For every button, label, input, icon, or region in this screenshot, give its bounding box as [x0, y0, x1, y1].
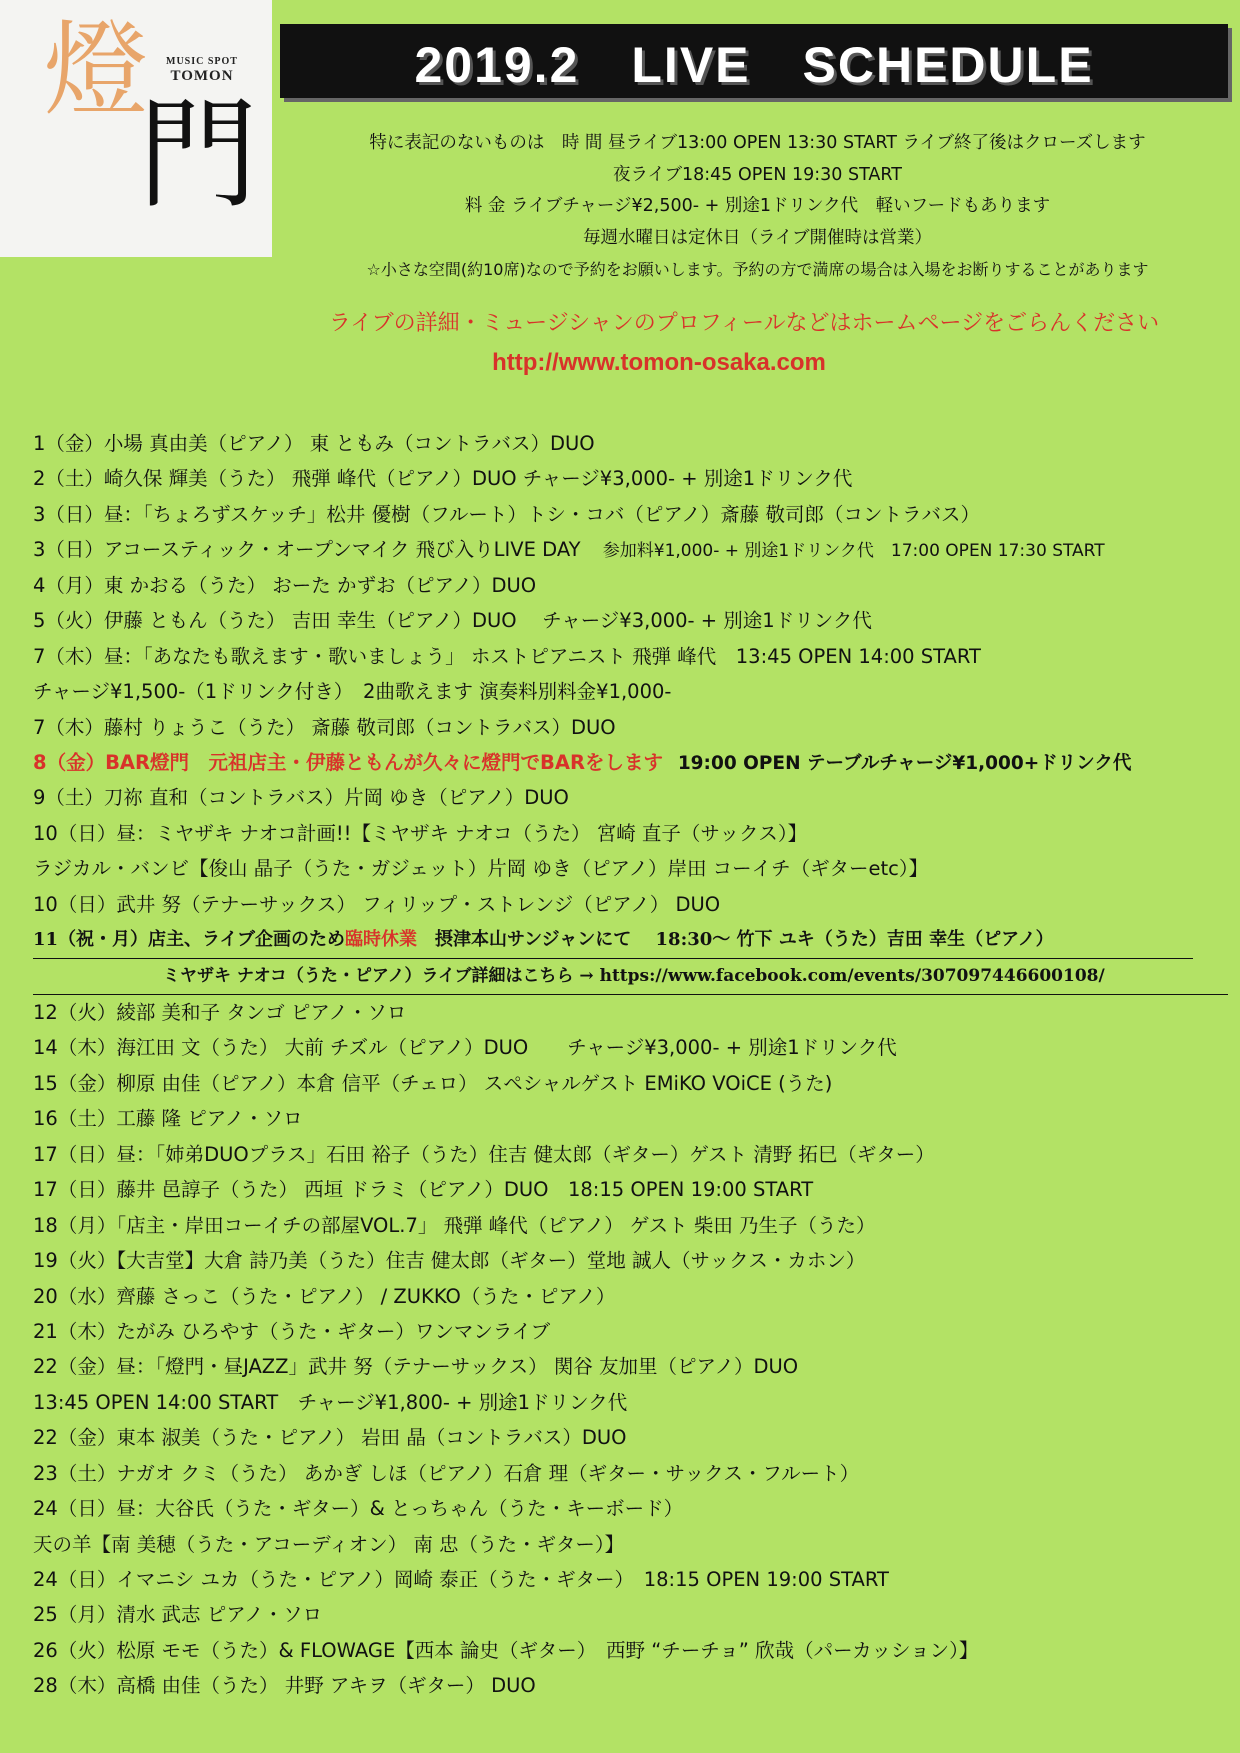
schedule-row-continued: ラジカル・バンビ【俊山 晶子（うた・ガジェット）片岡 ゆき（ピアノ）岸田 コーイチ（ギターetc）】	[33, 857, 929, 881]
homepage-notice: ライブの詳細・ミュージシャンのプロフィールなどはホームページをごらんください	[328, 311, 1160, 336]
schedule-row: 16（土）工藤 隆 ピアノ・ソロ	[33, 1107, 303, 1131]
closed-label: 臨時休業	[344, 929, 417, 951]
schedule-row-main: 11（祝・月）店主、ライブ企画のため	[33, 929, 345, 951]
schedule-row: 5（火）伊藤 ともん（うた） 吉田 幸生（ピアノ）DUO チャージ¥3,000- + 別途1ドリンク代	[33, 609, 872, 633]
schedule-row: 17（日）藤井 邑諄子（うた） 西垣 ドラミ（ピアノ）DUO 18:15 OPEN 19:00 START	[33, 1178, 814, 1202]
info-hours-day: 特に表記のないものは 時 間 昼ライブ13:00 OPEN 13:30 START ライブ終了後はクローズします	[369, 133, 1146, 153]
schedule-row: 15（金）柳原 由佳（ピアノ）本倉 信平（チェロ） スペシャルゲスト EMiKO VOiCE (うた)	[33, 1071, 833, 1095]
schedule-row: 10（日）昼：ミヤザキ ナオコ計画!!【ミヤザキ ナオコ（うた） 宮崎 直子（サックス）】	[33, 821, 808, 845]
schedule-row-detail: 19:00 OPEN テーブルチャージ¥1,000+ドリンク代	[677, 752, 1132, 774]
title-banner	[280, 24, 1228, 98]
page-title: 2019.2 LIVE SCHEDULE	[414, 37, 1094, 93]
schedule-row: 17（日）昼：「姉弟DUOプラス」石田 裕子（うた）住吉 健太郎（ギター）ゲスト 清野 拓巳（ギター）	[33, 1142, 935, 1166]
schedule-row: 19（火）【大吉堂】大倉 詩乃美（うた）住吉 健太郎（ギター）堂地 誠人（サックス・カホン）	[33, 1249, 866, 1273]
schedule-row-detail: 摂津本山サンジャンにて 18:30〜 竹下 ユキ（うた）吉田 幸生（ピアノ）	[416, 929, 1054, 951]
info-holiday: 毎週水曜日は定休日（ライブ開催時は営業）	[583, 227, 932, 248]
schedule-row-continued[interactable]: ミヤザキ ナオコ（うた・ピアノ）ライブ詳細はこちら → https://www.facebook.com/events/307097446600108/	[33, 959, 1228, 995]
schedule-row: 24（日）昼：大谷氏（うた・ギター）& とっちゃん（うた・キーボード）	[33, 1497, 684, 1521]
schedule-row: 22（金）東本 淑美（うた・ピアノ） 岩田 晶（コントラバス）DUO	[33, 1426, 627, 1450]
logo	[0, 0, 272, 257]
schedule-row-main: 3（日）アコースティック・オープンマイク 飛び入りLIVE DAY	[33, 538, 581, 562]
schedule-row: 26（火）松原 モモ（うた）& FLOWAGE【西本 論史（ギター） 西野 “チーチョ” 欣哉（パーカッション）】	[33, 1638, 979, 1662]
schedule-row: 24（日）イマニシ ユカ（うた・ピアノ）岡崎 泰正（うた・ギター） 18:15 OPEN 19:00 START	[33, 1568, 889, 1591]
schedule-list	[33, 426, 1228, 1704]
schedule-row: 7（木）昼：「あなたも歌えます・歌いましょう」 ホストピアニスト 飛弾 峰代 13:45 OPEN 14:00 START	[33, 644, 981, 668]
schedule-row-main: 8（金）BAR燈門 元祖店主・伊藤ともんが久々に燈門でBARをします	[33, 750, 664, 774]
schedule-row: 22（金）昼：「燈門・昼JAZZ」武井 努（テナーサックス） 関谷 友加里（ピアノ）DUO	[33, 1355, 799, 1379]
schedule-row: 10（日）武井 努（テナーサックス） フィリップ・ストレンジ（ピアノ） DUO	[33, 892, 721, 916]
schedule-row: 18（月）「店主・岸田コーイチの部屋VOL.7」 飛弾 峰代（ピアノ） ゲスト 柴田 乃生子（うた）	[33, 1213, 876, 1237]
schedule-row: 25（月）清水 武志 ピアノ・ソロ	[33, 1603, 323, 1627]
info-hours-night: 夜ライブ18:45 OPEN 19:30 START	[613, 164, 902, 185]
schedule-row: 28（木）高橋 由佳（うた） 井野 アキヲ（ギター） DUO	[33, 1674, 536, 1698]
schedule-row	[33, 532, 1228, 567]
schedule-row-detail: 参加料¥1,000- + 別途1ドリンク代 17:00 OPEN 17:30 START	[602, 541, 1105, 562]
info-block	[280, 128, 1235, 286]
schedule-row: 3（日）昼：「ちょろずスケッチ」松井 優樹（フルート）トシ・コバ（ピアノ）斎藤 敬司郎（コントラバス）	[33, 502, 980, 526]
schedule-row: 21（木）たがみ ひろやす（うた・ギター）ワンマンライブ	[33, 1319, 551, 1343]
logo-name: TOMON	[170, 68, 234, 84]
schedule-row-continued: 天の羊【南 美穂（うた・アコーディオン） 南 忠（うた・ギター）】	[33, 1532, 625, 1556]
logo-kanji-mon: 門	[138, 86, 258, 225]
info-price: 料 金 ライブチャージ¥2,500- + 別途1ドリンク代 軽いフードもあります	[464, 196, 1051, 216]
schedule-row-highlight	[33, 745, 1228, 780]
schedule-row: 1（金）小場 真由美（ピアノ） 東 ともみ（コントラバス）DUO	[33, 432, 595, 455]
schedule-row-continued: 13:45 OPEN 14:00 START チャージ¥1,800- + 別途1ドリンク代	[33, 1390, 628, 1414]
schedule-row: 12（火）綾部 美和子 タンゴ ピアノ・ソロ	[33, 1001, 407, 1024]
schedule-row-continued: チャージ¥1,500-（1ドリンク付き） 2曲歌えます 演奏料別料金¥1,000-	[33, 680, 672, 704]
logo-kanji-to: 燈	[44, 9, 149, 131]
schedule-row: 14（木）海江田 文（うた） 大前 チズル（ピアノ）DUO チャージ¥3,000- + 別途1ドリンク代	[33, 1036, 897, 1060]
schedule-row: 20（水）齊藤 さっこ（うた・ピアノ） / ZUKKO（うた・ピアノ）	[33, 1284, 616, 1308]
schedule-row: 7（木）藤村 りょうこ（うた） 斎藤 敬司郎（コントラバス）DUO	[33, 715, 616, 739]
info-reservation: ☆小さな空間(約10席)なので予約をお願いします。予約の方で満席の場合は入場をお断りすることがあります	[366, 260, 1149, 279]
schedule-row: 9（土）刀祢 直和（コントラバス）片岡 ゆき（ピアノ）DUO	[33, 786, 569, 810]
logo-subtitle: MUSIC SPOT	[166, 56, 238, 67]
schedule-row: 2（土）崎久保 輝美（うた） 飛弾 峰代（ピアノ）DUO チャージ¥3,000- + 別途1ドリンク代	[33, 467, 853, 491]
schedule-row: 4（月）東 かおる（うた） おーた かずお（ピアノ）DUO	[33, 573, 537, 597]
schedule-row-holiday	[33, 922, 1193, 958]
schedule-row: 23（土）ナガオ クミ（うた） あかぎ しほ（ピアノ）石倉 理（ギター・サックス・フルート）	[33, 1461, 860, 1485]
homepage-link[interactable]: http://www.tomon-osaka.com	[492, 349, 826, 376]
